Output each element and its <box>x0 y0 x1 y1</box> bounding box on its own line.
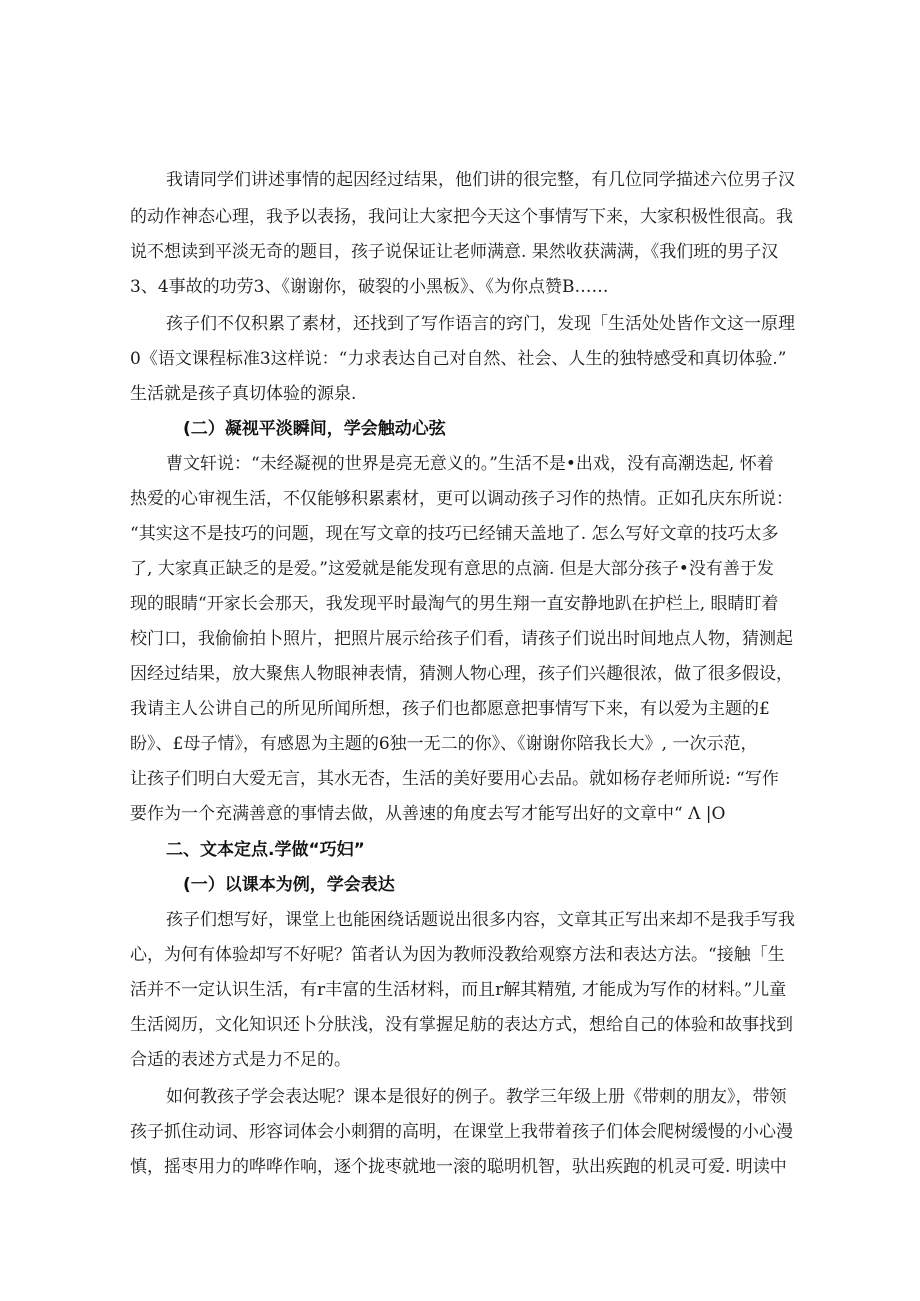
section-heading: 二、文本定点.学做“巧妇” <box>166 840 365 860</box>
section-heading: (二）凝视平淡瞬间，学会触动心弦 <box>183 419 446 439</box>
paragraph-line: 热爱的心审视生活，不仅能够积累素材，更可以调动孩子习作的热情。正如孔庆东所说： <box>130 489 793 509</box>
paragraph-line: 0《语文课程标准3这样说：“力求表达自己对自然、社会、人生的独特感受和真切体验.” <box>130 349 787 369</box>
paragraph-line: 了, 大家真正缺乏的是爱。”这爱就是能发现有意思的点滴. 但是大部分孩子•没有善于发 <box>130 559 774 579</box>
paragraph-line: 现的眼睛“开家长会那天，我发现平时最淘气的男生翔一直安静地趴在护栏上, 眼睛盯着 <box>130 594 779 614</box>
paragraph-line: 我请同学们讲述事情的起因经过结果，他们讲的很完整，有几位同学描述六位男子汉 <box>166 170 795 190</box>
paragraph-line: 盼》、£母子情》，有感恩为主题的6独一无二的你》、《谢谢你陪我长大》, 一次示范， <box>130 734 758 754</box>
paragraph-line: 曹文轩说：“未经凝视的世界是亮无意义的。”生活不是•出戏，没有高潮迭起, 怀着 <box>166 454 774 474</box>
paragraph-line: 说不想读到平淡无奇的题目，孩子说保证让老师满意. 果然收获满满，《我们班的男子汉 <box>130 242 779 262</box>
paragraph-line: 校门口，我偷偷拍卜照片，把照片展示给孩子们看，请孩子们说出时间地点人物，猜测起 <box>130 629 793 649</box>
paragraph-line: 孩子们想写好，课堂上也能困绕话题说出很多内容，文章其正写出来却不是我手写我 <box>166 910 795 930</box>
paragraph-line: 合适的表述方式是力不足的。 <box>130 1050 351 1070</box>
paragraph-line: 生活就是孩子真切体验的源泉. <box>130 384 357 404</box>
paragraph-line: 的动作神态心理，我予以表扬，我问让大家把今天这个事情写下来，大家积极性很高。我 <box>130 207 793 227</box>
paragraph-line: 孩子抓住动词、形容词体会小刺猬的高明，在课堂上我带着孩子们体会爬树缓慢的小心漫 <box>130 1122 793 1142</box>
paragraph-line: 我请主人公讲自己的所见所闻所想，孩子们也都愿意把事情写下来，有以爱为主题的£ <box>130 699 770 719</box>
subsection-heading: (一）以课本为例，学会表达 <box>183 875 395 895</box>
paragraph-line: 生活阅历，文化知识还卜分肤浅，没有掌握足舫的表达方式，想给自己的体验和故事找到 <box>130 1015 793 1035</box>
paragraph-line: 如何教孩子学会表达呢？课本是很好的例子。教学三年级上册《带刺的朋友》，带领 <box>166 1087 787 1107</box>
paragraph-line: 让孩子们明白大爱无言，其水无杏，生活的美好要用心去品。就如杨存老师所说: “写作 <box>130 769 779 789</box>
paragraph-line: 孩子们不仅积累了素材，还找到了写作语言的窍门，发现「生活处处皆作文这一原理 <box>166 314 795 334</box>
paragraph-line: 3、4事故的功劳3、《谢谢你，破裂的小黑板》、《为你点赞B…… <box>130 277 609 297</box>
paragraph-line: 因经过结果，放大聚焦人物眼神表情，猜测人物心理，孩子们兴趣很浓，做了很多假设， <box>130 664 793 684</box>
paragraph-line: 要作为一个充满善意的事情去做，从善速的角度去写才能写出好的文章中“ Λ |O <box>130 804 726 824</box>
paragraph-line: 活并不一定认识生活，有r丰富的生活材料，而且r解其精殖, 才能成为写作的材料。”儿童 <box>130 980 787 1000</box>
paragraph-line: 慎，摇枣用力的哗哗作响，逐个拢枣就地一滚的聪明机智，驮出疾跑的机灵可爱. 明读中 <box>130 1157 787 1177</box>
paragraph-line: 心，为何有体验却写不好呢？笛者认为因为教师没教给观察方法和表达方法。“接触「生 <box>130 945 785 965</box>
paragraph-line: “其实这不是技巧的问题，现在写文章的技巧已经铺天盖地了. 怎么写好文章的技巧太多 <box>130 524 779 544</box>
